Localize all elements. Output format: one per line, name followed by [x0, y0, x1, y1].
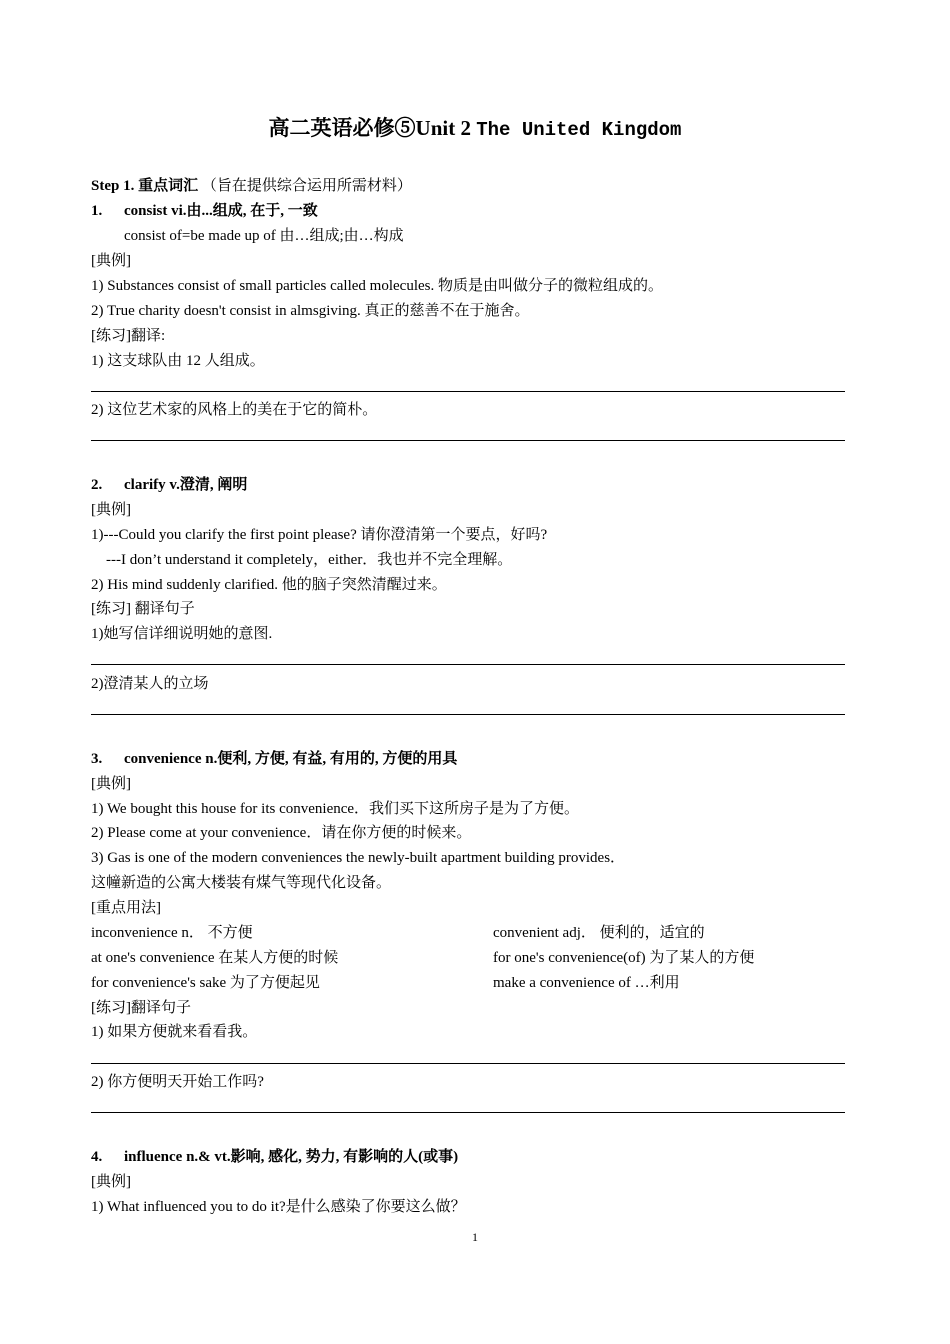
example-line: ---I don’t understand it completely，either．我也并不完全理解。 — [91, 552, 513, 568]
item-number: 2. — [91, 477, 103, 493]
usage-item: for convenience's sake 为了方便起见 — [91, 975, 320, 991]
vocab-heading — [91, 201, 318, 221]
answer-line[interactable] — [91, 440, 845, 441]
practice-line: 2) 你方便明天开始工作吗? — [91, 1074, 264, 1090]
item-number: 1. — [91, 203, 103, 219]
practice-line: 2)澄清某人的立场 — [91, 676, 209, 692]
practice-line: 1)她写信详细说明她的意图. — [91, 626, 273, 642]
answer-line[interactable] — [91, 714, 845, 715]
usage-tag: [重点用法] — [91, 900, 161, 916]
usage-item: convenient adj． 便利的，适宜的 — [493, 925, 705, 941]
answer-line[interactable] — [91, 664, 845, 665]
example-tag: [典例] — [91, 1174, 131, 1190]
usage-item: at one's convenience 在某人方便的时候 — [91, 950, 339, 966]
answer-line[interactable] — [91, 1112, 845, 1113]
example-line: 1)---Could you clarify the first point please? 请你澄清第一个要点，好吗? — [91, 527, 548, 543]
usage-item: inconvenience n． 不方便 — [91, 925, 253, 941]
usage-item: for one's convenience(of) 为了某人的方便 — [493, 950, 755, 966]
vocab-heading — [91, 749, 457, 769]
vocab-heading — [91, 475, 247, 495]
practice-tag: [练习]翻译句子 — [91, 1000, 191, 1016]
example-line: 1) What influenced you to do it?是什么感染了你要这么做？ — [91, 1199, 466, 1215]
example-line: 3) Gas is one of the modern conveniences the newly-built apartment building provides． — [91, 850, 626, 866]
vocab-heading — [91, 1147, 458, 1167]
step-note: （旨在提供综合运用所需材料） — [201, 178, 412, 194]
item-number: 4. — [91, 1149, 103, 1165]
example-line: 2) His mind suddenly clarified. 他的脑子突然清醒过来。 — [91, 577, 447, 593]
item-head: clarify v.澄清, 阐明 — [124, 477, 248, 493]
item-head: consist vi.由...组成, 在于, 一致 — [124, 203, 318, 219]
item-head: influence n.& vt.影响, 感化, 势力, 有影响的人(或事) — [124, 1149, 459, 1165]
example-tag: [典例] — [91, 776, 131, 792]
example-line: 1) Substances consist of small particles called molecules. 物质是由叫做分子的微粒组成的。 — [91, 278, 663, 294]
example-line: 2) True charity doesn't consist in almsgiving. 真正的慈善不在于施舍。 — [91, 303, 530, 319]
page-number: 1 — [472, 1230, 478, 1244]
practice-tag: [练习]翻译: — [91, 328, 166, 344]
item-head: convenience n.便利, 方便, 有益, 有用的, 方便的用具 — [124, 751, 458, 767]
page-title — [0, 112, 950, 142]
practice-tag: [练习] 翻译句子 — [91, 601, 195, 617]
step-heading — [91, 176, 412, 196]
practice-line: 1) 这支球队由 12 人组成。 — [91, 353, 265, 369]
practice-line: 1) 如果方便就来看看我。 — [91, 1024, 258, 1040]
example-line: 2) Please come at your convenience．请在你方便的时候来。 — [91, 825, 472, 841]
usage-item: make a convenience of …利用 — [493, 975, 680, 991]
example-tag: [典例] — [91, 253, 131, 269]
title-en: The United Kingdom — [476, 119, 682, 141]
step-label: Step 1. 重点词汇 — [91, 178, 199, 194]
practice-line: 2) 这位艺术家的风格上的美在于它的简朴。 — [91, 402, 378, 418]
item-sub: consist of=be made up of 由…组成;由…构成 — [124, 228, 404, 244]
answer-line[interactable] — [91, 1063, 845, 1064]
example-tag: [典例] — [91, 502, 131, 518]
title-cn: 高二英语必修⑤Unit 2 — [268, 116, 471, 140]
item-number: 3. — [91, 751, 103, 767]
example-line: 这幢新造的公寓大楼装有煤气等现代化设备。 — [91, 875, 392, 891]
example-line: 1) We bought this house for its convenience．我们买下这所房子是为了方便。 — [91, 801, 580, 817]
answer-line[interactable] — [91, 391, 845, 392]
